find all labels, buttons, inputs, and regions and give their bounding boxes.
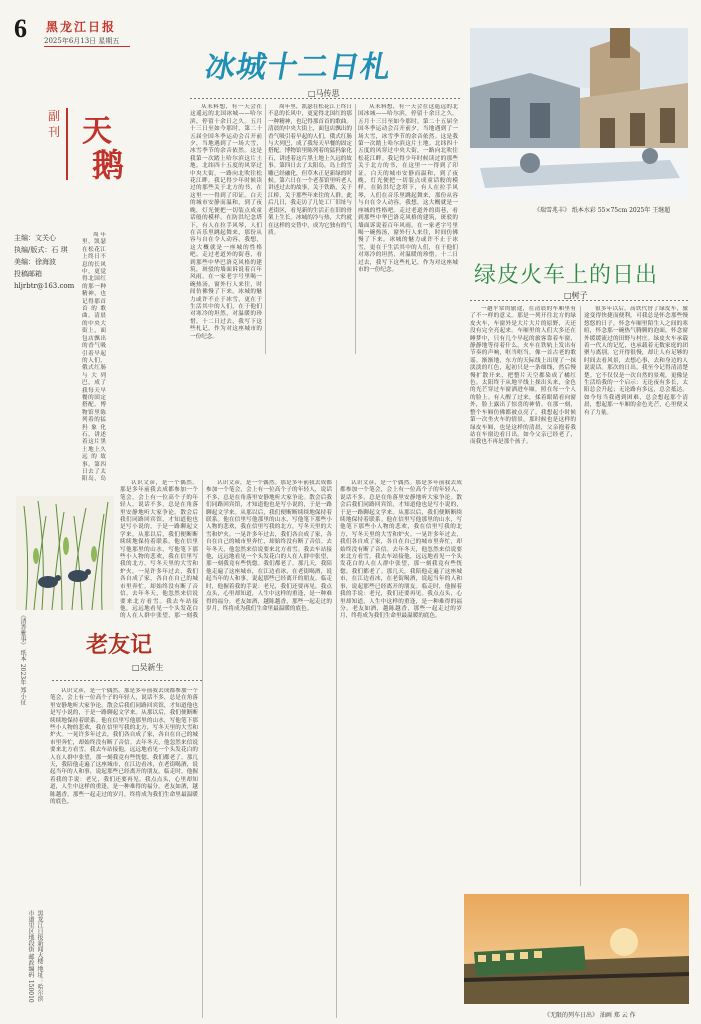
green-train-author: □树子 (564, 291, 588, 300)
old-friend-author: □吴新生 (132, 663, 164, 672)
green-train-rule (470, 300, 688, 301)
train-art-caption: 《无限的列车日出》 油画 郑 云 作 (544, 1012, 636, 1019)
city-watercolor-image (470, 28, 688, 200)
section-label: 副刊 (48, 109, 61, 139)
green-train-column-1: 一趟平常的旅途，在清晨的车厢里有了不一样的意义。那是一列开往北方的绿皮火车，车窗外是大片大片的原野，天还没有完全亮起来。车厢里的人们大多还在睡梦中，只有几个早起的旅客靠着车窗，静静地等待着什么。火车在铁轨上发出有节奏的声响，哐当哐当，像一首古老的歌谣。渐渐地，东方的天际线上出现了一抹淡淡的红色，起初只是一条细线，然后慢慢扩散开来，把整片天空都染成了橘红色。太阳终于从地平线上探出头来，金色的光芒穿过车窗洒进车厢，照在每一个人的脸上。有人醒了过来，揉着眼睛看向窗外，脸上露出了惊喜的神情。在那一刻，整个车厢仿佛都被点亮了。我想起小时候第一次坐火车的情景，那时候也是这样的绿皮车厢，也是这样的清晨，父亲抱着我站在车窗边看日出。如今父亲已经老了，而我也不再是那个孩子。 (470, 306, 576, 446)
old-friend-column-top: 认识文彦，是一个偶然。那是多年前我去成都参加一个笔会，会上有一位高个子的年轻人，说话不多，总是在角落里安静地听大家争论。散会后我们同路回宾馆，才知道他也是写小说的，于是一路聊起文学来。从那以后，我们便断断续续地保持着联系。他在信里写他那里的山水，写他笔下那些小人物的悲欢，我在信里写我的北方，写冬天里的大雪和炉火。一晃许多年过去，我们各自成了家，各自在自己的城市里奔忙，却始终没有断了音信。去年冬天，他忽然来信说要来北方看雪。我去车站接他，远远地看见一个头发花白的人在人群中张望，那一刻我 (120, 480, 198, 620)
green-train-title: 绿皮火车上的日出 (474, 263, 659, 288)
ice-city-column-1: 从未料想，有一天会在这遥远的北国冰城——哈尔滨，停留十余日之久。五月十三日至如今那时，第二十五届全国冬季运动会召开前夕，当地遇到了一场大雪，冰雪季节的余音依然。这是我第一次踏上哈尔滨这片土地。北纬四十五度的风穿过中央大街，一路向北吹往松花江畔。我记得少年时候读过的那些关于北方的书，在这里一一得到了印证。白天的城市安静而温和，到了夜晚，灯光便把一切装点成童话般的模样。在防洪纪念塔下，有人在拉手风琴，人们在音乐里跳起舞来，那份从容与自在令人动容。我想，这大概就是一座城的性格吧。走过老道外的街巷，看到那些中华巴洛克风格的建筑，斑驳的墙面诉说着百年风雨。在一家老字号里喝一碗热汤，窗外行人来往，时间仿佛慢了下来。冰城的魅力或许不止于冰雪，更在于生活其中的人们，在于他们对寒冷的坦然，对温暖的珍惜。十二日过去，我写下这些札记，作为对这座城市的一份纪念。 (190, 104, 262, 340)
ice-city-column-3: 从未料想，有一天会在这遥远的北国冰城——哈尔滨，停留十余日之久。五月十三日至如今那时，第二十五届全国冬季运动会召开前夕，当地遇到了一场大雪，冰雪季节的余音依然。这是我第一次踏上哈尔滨这片土地。北纬四十五度的风穿过中央大街，一路向北吹往松花江畔。我记得少年时候读过的那些关于北方的书，在这里一一得到了印证。白天的城市安静而温和，到了夜晚，灯光便把一切装点成童话般的模样。在防洪纪念塔下，有人在拉手风琴，人们在音乐里跳起舞来，那份从容与自在令人动容。我想，这大概就是一座城的性格吧。走过老道外的街巷，看到那些中华巴洛克风格的建筑，斑驳的墙面诉说着百年风雨。在一家老字号里喝一碗热汤，窗外行人来往，时间仿佛慢了下来。冰城的魅力或许不止于冰雪，更在于生活其中的人们，在于他们对寒冷的坦然，对温暖的珍惜。十二日过去，我写下这些札记，作为对这座城市的一份纪念。 (358, 104, 458, 273)
old-friend-column-1: 认识文彦，是一个偶然。那是多年前我去成都参加一个笔会，会上有一位高个子的年轻人，说话不多，总是在角落里安静地听大家争论。散会后我们同路回宾馆，才知道他也是写小说的，于是一路聊起文学来。从那以后，我们便断断续续地保持着联系。他在信里写他那里的山水，写他笔下那些小人物的悲欢，我在信里写我的北方，写冬天里的大雪和炉火。一晃许多年过去，我们各自成了家，各自在自己的城市里奔忙，却始终没有断了音信。去年冬天，他忽然来信说要来北方看雪。我去车站接他，远远地看见一个头发花白的人在人群中张望，那一刻我竟有些恍惚。我们都老了。那几天，我陪他走遍了这座城市，在江边看冰，在老街喝酒，说起当年的人和事，说起那些已经离开的朋友。临走时，他握着我的手说：老兄，我们还要再见。我点点头，心里却知道，人生中这样的重逢，是一种难得的福分。老友如酒，越陈越香，那些一起走过的岁月，终将成为我们生命里最温暖的底色。 (50, 688, 198, 806)
ice-city-rule (190, 98, 460, 99)
section-name-char-2: 鹅 (92, 146, 125, 184)
editor-email: hljrbtr@163.com (14, 282, 75, 290)
ice-city-column-2: 周年里，凯瑟在松花江上终日不息的长风中，更觉得北国红的那一种精神，也记得那首首的歌曲。清晨的中央大街上，面包店飘出的香气吸引着早起的人们，俄式红肠与大列巴，成了我每天早餐的固定搭配。博物馆里陈列着的猛犸象化石，讲述着这片黑土地上久远的故事。第四日去了太阳岛，岛上的雪雕已经融化，但草木正是新绿的时候。第六日在一个老茶馆里听老人讲述过去的故事，关于铁路，关于江桥，关于那些年来往的人群。此后几日，我走访了几处工厂旧址与老街区，看见新的生活正在旧的骨架上生长。冰城的冷与热，大约就在这样的交替中，成为它独有的气质。 (268, 104, 352, 236)
section-name-char-1: 天 (82, 114, 112, 149)
grass-art-caption: 《清香雅事》 纸本 2023年 郑小征 (19, 612, 26, 705)
editor-credits (14, 232, 76, 292)
editor-line: 投稿邮箱 (14, 270, 42, 278)
train-sunrise-image (464, 894, 689, 1004)
ice-city-author: □马传思 (308, 89, 340, 98)
paper-name: 黑龙江日报 (46, 20, 117, 34)
green-train-column-2: 很多年以后，高铁代替了绿皮车，旅途变得快捷而便利。可我总是怀念那些慢悠悠的日子，怀念车厢里陌生人之间的寒暄，怀念那一碗热气腾腾的泡面，怀念窗外缓缓流过的田野与村庄。绿皮火车承载着一代人的记忆，也承载着无数家庭的团聚与离别。它开得很慢，却让人有足够的时间去看风景，去想心事，去和身边的人说说话。那次的日出，我至今记得清清楚楚。它不仅仅是一次自然的景观，更像是生活给我的一个启示：无论夜有多长，太阳总会升起；无论路有多远，总会抵达。如今每当我遇到困难，总会想起那个清晨，想起那一车厢的金色光芒，心里便又有了力量。 (584, 306, 688, 416)
old-friend-column-2: 认识文彦，是一个偶然。那是多年前我去成都参加一个笔会，会上有一位高个子的年轻人，说话不多，总是在角落里安静地听大家争论。散会后我们同路回宾馆，才知道他也是写小说的，于是一路聊起文学来。从那以后，我们便断断续续地保持着联系。他在信里写他那里的山水，写他笔下那些小人物的悲欢，我在信里写我的北方，写冬天里的大雪和炉火。一晃许多年过去，我们各自成了家，各自在自己的城市里奔忙，却始终没有断了音信。去年冬天，他忽然来信说要来北方看雪。我去车站接他，远远地看见一个头发花白的人在人群中张望，那一刻我竟有些恍惚。我们都老了。那几天，我陪他走遍了这座城市，在江边看冰，在老街喝酒，说起当年的人和事，说起那些已经离开的朋友。临走时，他握着我的手说：老兄，我们还要再见。我点点头，心里却知道，人生中这样的重逢，是一种难得的福分。老友如酒，越陈越香，那些一起走过的岁月，终将成为我们生命里最温暖的底色。 (206, 480, 332, 612)
old-friend-title: 老友记 (86, 632, 153, 658)
editor-line: 美编：徐海波 (14, 258, 56, 266)
ice-city-title: 冰城十二日札 (202, 50, 395, 85)
editor-line: 主编：文关心 (14, 234, 56, 242)
section-divider (66, 108, 68, 180)
left-column-text: 周年里，凯瑟在松花江上终日不息的长风中，更觉得北国红的那一种精神，也记得那首首的歌曲。清晨的中央大街上，面包店飘出的香气吸引着早起的人们，俄式红肠与大列巴，成了我每天早餐的固定搭配。博物馆里陈列着的猛犸象化石，讲述着这片黑土地上久远的故事。第四日去了太阳岛，岛 (82, 232, 106, 482)
editor-line: 执编/版式：石 琪 (14, 246, 68, 254)
grass-painting-image (16, 496, 114, 610)
old-friend-rule (52, 680, 202, 681)
paper-date: 2025年6月13日 星期五 (44, 37, 120, 45)
city-art-caption: 《瑞雪兆丰》 纸本水彩 55×75cm 2025年 王继超 (534, 207, 671, 214)
page-number: 6 (14, 14, 27, 43)
masthead-rule (44, 46, 130, 47)
imprint-note: 黑龙江日报新闻大楼 地址：哈尔滨市道里区地段街 邮政编码 150010 (27, 910, 43, 1003)
old-friend-column-3: 认识文彦，是一个偶然。那是多年前我去成都参加一个笔会，会上有一位高个子的年轻人，说话不多，总是在角落里安静地听大家争论。散会后我们同路回宾馆，才知道他也是写小说的，于是一路聊起文学来。从那以后，我们便断断续续地保持着联系。他在信里写他那里的山水，写他笔下那些小人物的悲欢，我在信里写我的北方，写冬天里的大雪和炉火。一晃许多年过去，我们各自成了家，各自在自己的城市里奔忙，却始终没有断了音信。去年冬天，他忽然来信说要来北方看雪。我去车站接他，远远地看见一个头发花白的人在人群中张望，那一刻我竟有些恍惚。我们都老了。那几天，我陪他走遍了这座城市，在江边看冰，在老街喝酒，说起当年的人和事，说起那些已经离开的朋友。临走时，他握着我的手说：老兄，我们还要再见。我点点头，心里却知道，人生中这样的重逢，是一种难得的福分。老友如酒，越陈越香，那些一起走过的岁月，终将成为我们生命里最温暖的底色。 (340, 480, 462, 620)
